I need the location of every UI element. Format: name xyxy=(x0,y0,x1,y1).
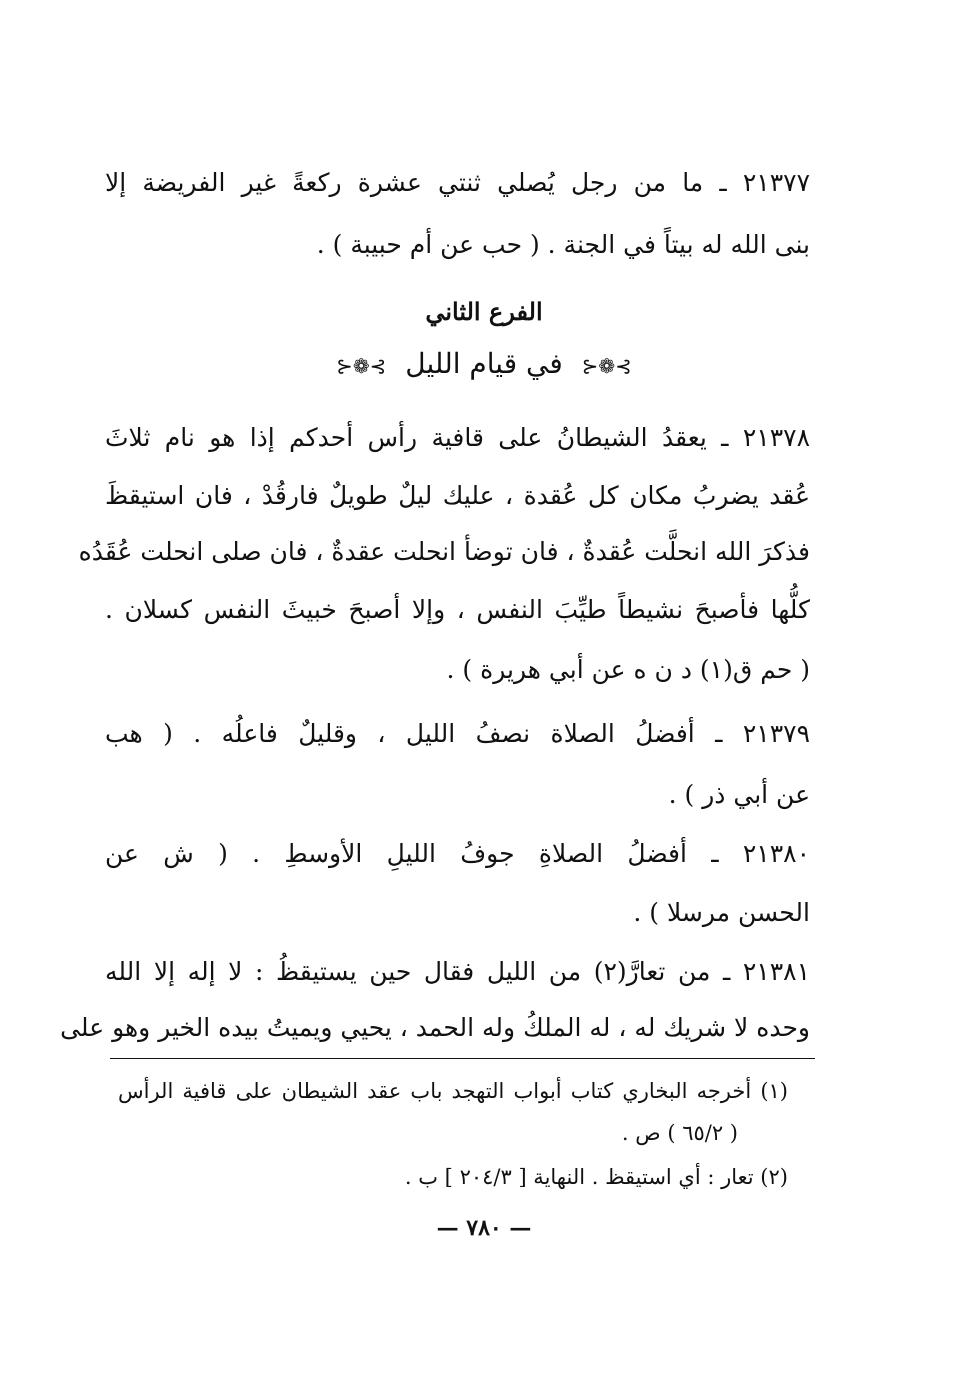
hadith-21377-line-1: ٢١٣٧٧ ـ ما من رجل يُصلي ثنتي عشرة ركعةً غير الفريضة إلا xyxy=(105,168,810,197)
section-subtitle: في قيام الليل xyxy=(405,347,563,380)
hadith-21380-line-1: ٢١٣٨٠ ـ أفضلُ الصلاةِ جوفُ الليلِ الأوسطِ . ( ش عن xyxy=(105,839,810,868)
hadith-21380-line-2: الحسن مرسلا ) . xyxy=(633,898,810,927)
hadith-21378-line-1: ٢١٣٧٨ ـ يعقدُ الشيطانُ على قافية رأس أحدكم إذا هو نام ثلاثَ xyxy=(105,423,810,452)
hadith-21378-line-3: فذكرَ الله انحلَّت عُقدةٌ ، فان توضأ انحلت عقدةٌ ، فان صلى انحلت عُقَدُه xyxy=(78,537,810,566)
section-subtitle-row xyxy=(0,344,968,386)
ornament-right: ⊱❁⊰ xyxy=(581,354,632,378)
footnote-1-line-1: (١) أخرجه البخاري كتاب أبواب التهجد باب عقد الشيطان على قافية الرأس xyxy=(118,1079,788,1103)
footnote-1-line-2: ( ٦٥/٢ ) ص . xyxy=(621,1121,738,1145)
hadith-21379-line-1: ٢١٣٧٩ ـ أفضلُ الصلاة نصفُ الليل ، وقليلٌ فاعلُه . ( هب xyxy=(105,719,811,748)
footnote-divider xyxy=(110,1058,815,1059)
ornament-left: ⊱❁⊰ xyxy=(336,354,387,378)
footnote-2: (٢) تعار : أي استيقظ . النهاية [ ٢٠٤/٣ ] ب . xyxy=(404,1165,788,1189)
hadith-21379-line-2: عن أبي ذر ) . xyxy=(668,780,810,809)
page-number: — ٧٨٠ — xyxy=(436,1215,532,1241)
hadith-21381-line-2: وحده لا شريك له ، له الملكُ وله الحمد ، يحيي ويميتُ بيده الخير وهو على xyxy=(60,1013,810,1042)
hadith-21378-line-5: ( حم ق(١) د ن ه عن أبي هريرة ) . xyxy=(446,655,810,684)
hadith-21378-line-4: كلُّها فأصبحَ نشيطاً طيِّبَ النفس ، وإلا أصبحَ خبيثَ النفس كسلان . xyxy=(105,595,810,624)
section-title: الفرع الثاني xyxy=(425,297,543,326)
hadith-21377-line-2: بنى الله له بيتاً في الجنة . ( حب عن أم حبيبة ) . xyxy=(316,230,810,259)
hadith-21381-line-1: ٢١٣٨١ ـ من تعارَّ(٢) من الليل فقال حين يستيقظُ : لا إله إلا الله xyxy=(105,957,810,986)
hadith-21378-line-2: عُقد يضربُ مكان كل عُقدة ، عليك ليلٌ طويلٌ فارقُدْ ، فان استيقظَ xyxy=(105,481,810,510)
